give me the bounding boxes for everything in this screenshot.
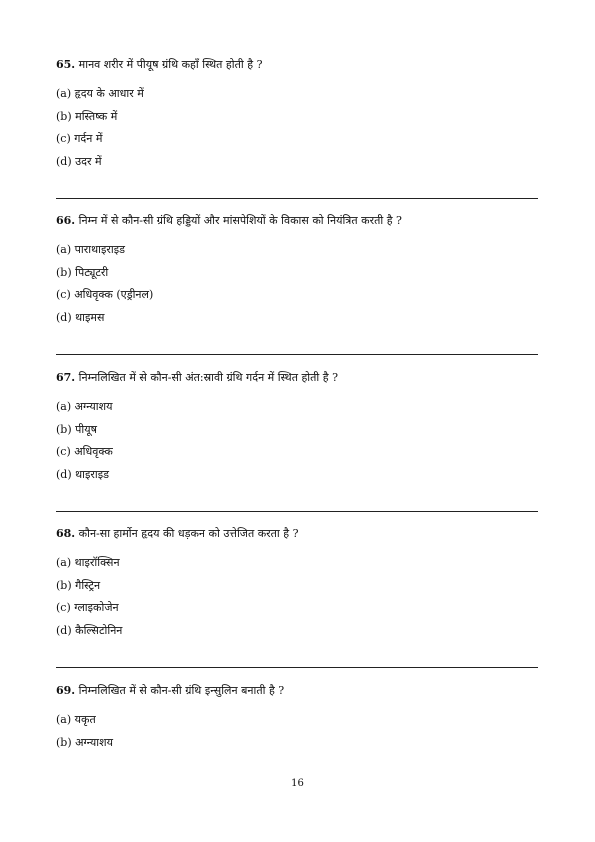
question-number: 69. [56,684,76,697]
option-list [56,556,538,646]
option-b: (b) पीयूष [56,422,97,436]
question-text: निम्न में से कौन-सी ग्रंथि हड्डियों और मांसपेशियों के विकास को नियंत्रित करती है ? [78,214,402,227]
option-d: (d) थाइराइड [56,467,110,481]
question-69 [56,684,538,758]
question-text: निम्नलिखित में से कौन-सी ग्रंथि इन्सुलिन बनाती है ? [78,684,285,697]
option-a: (a) यकृत [56,713,96,726]
section-divider [56,667,538,668]
option-d: (d) उदर में [56,154,102,168]
question-number: 68. [56,527,76,540]
question-title [56,371,538,385]
section-divider [56,354,538,355]
option-c: (c) गर्दन में [56,132,103,145]
question-66 [56,214,538,333]
question-text: निम्नलिखित में से कौन-सी अंत:स्रावी ग्रंथि गर्दन में स्थित होती है ? [78,371,339,384]
option-list [56,713,538,758]
option-b: (b) पिट्यूटरी [56,265,109,279]
option-c: (c) ग्लाइकोजेन [56,601,119,614]
option-b: (b) अग्न्याशय [56,735,113,749]
option-a: (a) थाइरॉक्सिन [56,556,120,569]
option-list [56,400,538,490]
option-list [56,243,538,333]
question-title [56,684,538,698]
option-b: (b) मस्तिष्क में [56,109,118,123]
option-a: (a) हृदय के आधार में [56,87,144,100]
option-list [56,87,538,177]
section-divider [56,511,538,512]
question-65 [56,58,538,177]
option-c: (c) अधिवृक्क (एड्रीनल) [56,288,154,301]
question-title [56,58,538,72]
option-a: (a) अग्न्याशय [56,400,113,413]
option-d: (d) थाइमस [56,310,105,324]
question-68 [56,527,538,646]
option-b: (b) गैस्ट्रिन [56,578,101,592]
question-number: 67. [56,371,76,384]
page-number: 16 [291,778,304,789]
question-67 [56,371,538,490]
option-d: (d) कैल्सिटोनिन [56,623,123,637]
question-text: मानव शरीर में पीयूष ग्रंथि कहाँ स्थित होती है ? [78,58,263,71]
question-number: 65. [56,58,76,71]
question-text: कौन-सा हार्मोन हृदय की धड़कन को उत्तेजित करता है ? [78,527,299,540]
section-divider [56,198,538,199]
question-title [56,527,538,541]
question-number: 66. [56,214,76,227]
option-a: (a) पाराथाइराइड [56,243,125,256]
question-title [56,214,538,228]
option-c: (c) अधिवृक्क [56,445,113,458]
